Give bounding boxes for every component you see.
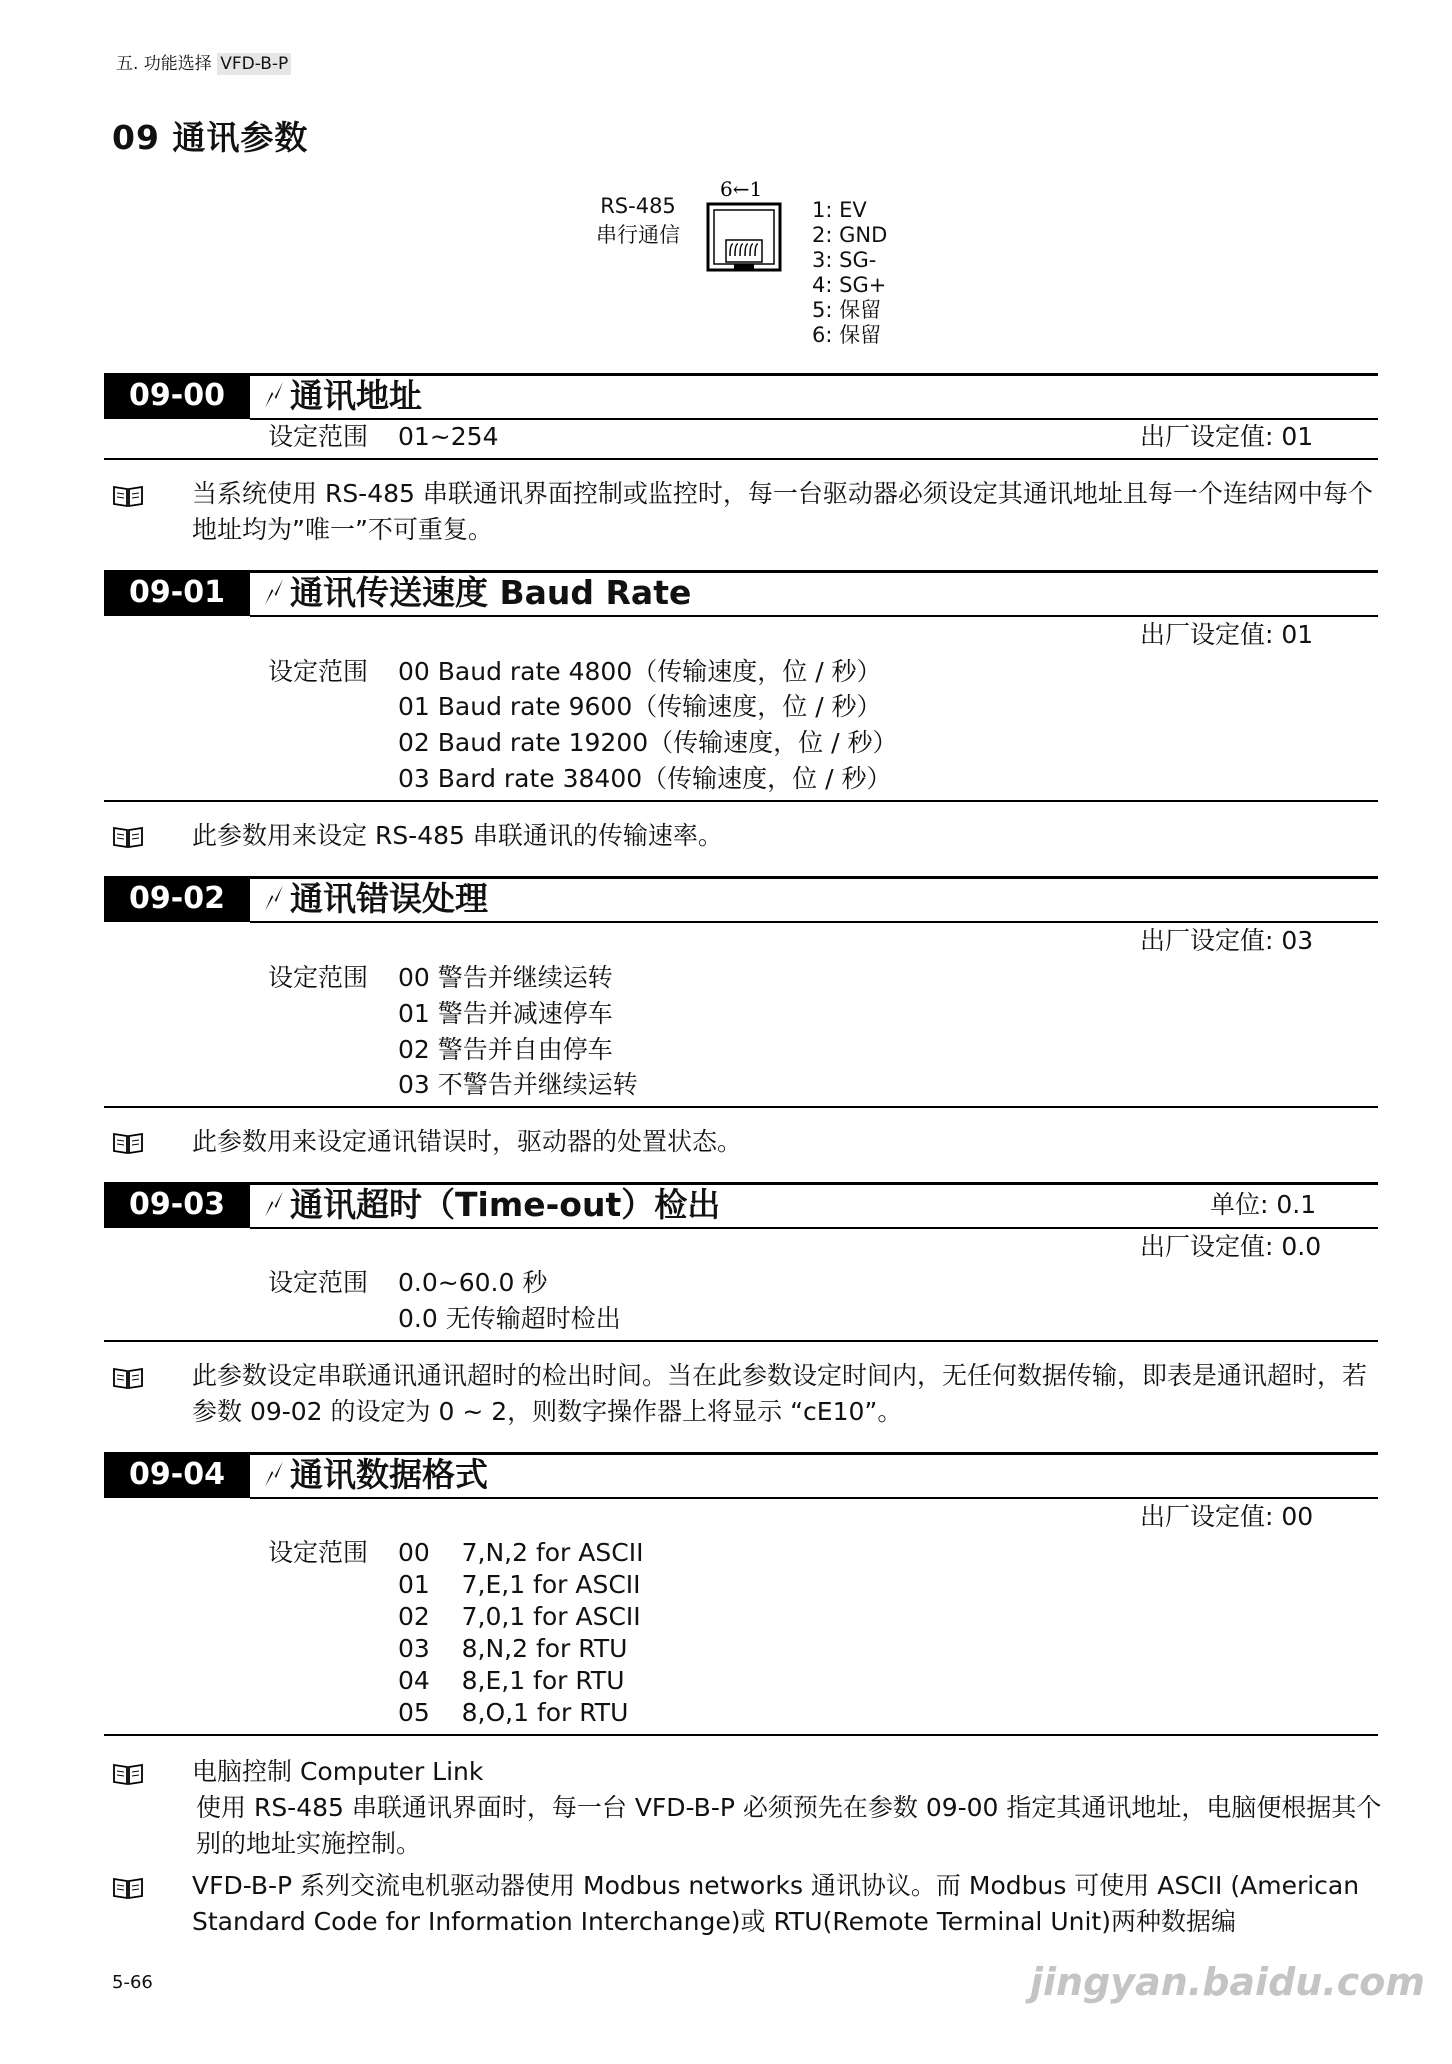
range-value: 00 警告并继续运转 bbox=[398, 963, 613, 992]
connector-label: RS-485 串行通信 bbox=[596, 194, 680, 247]
default-value: 出厂设定值: 03 bbox=[1140, 926, 1314, 955]
param-title: 通讯超时（Time-out）检出 bbox=[262, 1182, 720, 1228]
writable-icon bbox=[262, 1459, 286, 1489]
writable-icon bbox=[262, 883, 286, 913]
range-value: 04 8,E,1 for RTU bbox=[398, 1666, 625, 1695]
param-title: 通讯地址 bbox=[262, 373, 422, 419]
param-code: 09-02 bbox=[104, 876, 250, 922]
pin-order-label: 6←1 bbox=[720, 178, 763, 201]
range-value: 02 Baud rate 19200（传输速度，位 / 秒） bbox=[398, 728, 898, 757]
range-value: 00 Baud rate 4800（传输速度，位 / 秒） bbox=[398, 657, 882, 686]
default-value: 出厂设定值: 01 bbox=[1140, 422, 1314, 451]
page-number: 5-66 bbox=[112, 1972, 153, 1993]
range-value: 03 8,N,2 for RTU bbox=[398, 1634, 628, 1663]
book-icon bbox=[112, 1131, 144, 1155]
pin-item: 6: 保留 bbox=[812, 323, 882, 347]
pin-item: 5: 保留 bbox=[812, 298, 882, 322]
book-icon bbox=[112, 1876, 144, 1900]
range-value: 01 警告并减速停车 bbox=[398, 999, 613, 1028]
param-title: 通讯错误处理 bbox=[262, 876, 488, 922]
param-note: 此参数用来设定通讯错误时，驱动器的处置状态。 bbox=[192, 1127, 743, 1156]
book-icon bbox=[112, 1366, 144, 1390]
book-icon bbox=[112, 484, 144, 508]
page-header bbox=[116, 49, 291, 74]
pin-item: 1: EV bbox=[812, 198, 867, 222]
param-code: 09-00 bbox=[104, 373, 250, 419]
chapter-label: 五. 功能选择 bbox=[116, 54, 212, 74]
section-title: 09 通讯参数 bbox=[112, 118, 309, 157]
default-value: 出厂设定值: 01 bbox=[1140, 620, 1314, 649]
param-title: 通讯传送速度 Baud Rate bbox=[262, 570, 691, 616]
book-icon bbox=[112, 825, 144, 849]
range-label: 设定范围 bbox=[268, 963, 369, 992]
pin-item: 4: SG+ bbox=[812, 273, 887, 297]
range-value: 01 Baud rate 9600（传输速度，位 / 秒） bbox=[398, 692, 882, 721]
range-value: 03 不警告并继续运转 bbox=[398, 1070, 638, 1099]
range-value: 02 警告并自由停车 bbox=[398, 1035, 613, 1064]
range-label: 设定范围 bbox=[268, 1268, 369, 1297]
param-note-heading: 电脑控制 Computer Link bbox=[192, 1757, 484, 1786]
default-value: 出厂设定值: 00 bbox=[1140, 1502, 1314, 1531]
default-value: 出厂设定值: 0.0 bbox=[1140, 1232, 1322, 1261]
range-value: 0.0~60.0 秒 bbox=[398, 1268, 548, 1297]
range-value: 01~254 bbox=[398, 422, 499, 451]
book-icon bbox=[112, 1762, 144, 1786]
range-label: 设定范围 bbox=[268, 657, 369, 686]
pin-item: 3: SG- bbox=[812, 248, 877, 272]
param-note: 使用 RS-485 串联通讯界面时，每一台 VFD-B-P 必须预先在参数 09-00 指定其通讯地址，电脑便根据其个别的地址实施控制。 bbox=[196, 1793, 1382, 1858]
param-note: 当系统使用 RS-485 串联通讯界面控制或监控时，每一台驱动器必须设定其通讯地址且每一个连结网中每个地址均为”唯一”不可重复。 bbox=[192, 479, 1373, 544]
param-code: 09-04 bbox=[104, 1452, 250, 1498]
pin-list bbox=[812, 198, 887, 348]
param-code: 09-03 bbox=[104, 1182, 250, 1228]
range-value: 0.0 无传输超时检出 bbox=[398, 1304, 621, 1333]
param-note: VFD-B-P 系列交流电机驱动器使用 Modbus networks 通讯协议。而 Modbus 可使用 ASCII (American Standard Code for Information Interchange)或 RTU(Remote Terminal Unit)两种数据编 bbox=[192, 1871, 1360, 1936]
writable-icon bbox=[262, 380, 286, 410]
range-value: 05 8,O,1 for RTU bbox=[398, 1698, 629, 1727]
watermark: jingyan.baidu.com bbox=[1030, 1960, 1425, 2004]
range-label: 设定范围 bbox=[268, 1538, 369, 1567]
range-value: 00 7,N,2 for ASCII bbox=[398, 1538, 644, 1567]
rj-connector-icon bbox=[700, 178, 800, 278]
param-note: 此参数设定串联通讯通讯超时的检出时间。当在此参数设定时间内，无任何数据传输，即表是通讯超时，若参数 09-02 的设定为 0 ~ 2，则数字操作器上将显示 “cE10”。 bbox=[192, 1361, 1368, 1426]
writable-icon bbox=[262, 1189, 286, 1219]
range-value: 03 Bard rate 38400（传输速度，位 / 秒） bbox=[398, 764, 892, 793]
unit-value: 单位: 0.1 bbox=[1210, 1190, 1317, 1219]
model-label: VFD-B-P bbox=[217, 53, 291, 75]
pin-item: 2: GND bbox=[812, 223, 888, 247]
range-label: 设定范围 bbox=[268, 422, 369, 451]
range-value: 02 7,0,1 for ASCII bbox=[398, 1602, 641, 1631]
range-value: 01 7,E,1 for ASCII bbox=[398, 1570, 641, 1599]
writable-icon bbox=[262, 577, 286, 607]
param-note: 此参数用来设定 RS-485 串联通讯的传输速率。 bbox=[192, 821, 723, 850]
param-code: 09-01 bbox=[104, 570, 250, 616]
param-title: 通讯数据格式 bbox=[262, 1452, 488, 1498]
